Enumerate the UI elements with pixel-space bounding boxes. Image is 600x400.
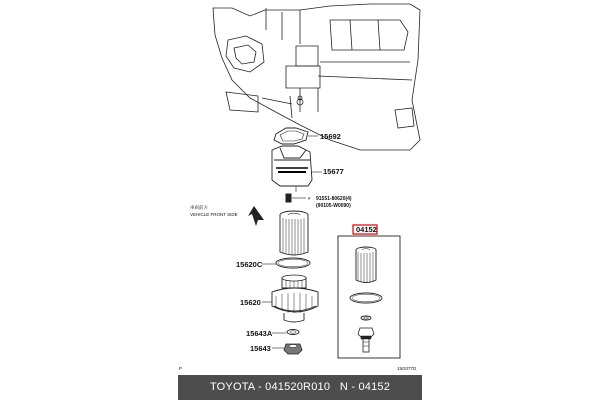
caption-part-number: 041520R010 xyxy=(265,381,331,393)
label-15620: 15620 xyxy=(240,298,261,307)
filter-element-15620c xyxy=(280,211,308,255)
direction-label-en: VEHICLE FRONT SIDE xyxy=(190,212,238,217)
label-04152: 04152 xyxy=(356,225,377,234)
drain-gasket-15643a xyxy=(272,330,299,335)
label-15620c: 15620C xyxy=(236,260,263,269)
direction-arrow xyxy=(248,206,264,226)
caption-separator-1: - xyxy=(254,381,266,393)
filter-cap-15677 xyxy=(272,146,322,192)
kit-small-gasket xyxy=(361,316,371,320)
drawing-code: 15G077D xyxy=(397,366,417,371)
part-caption-bar xyxy=(178,375,422,400)
label-bolt-sym: # xyxy=(308,196,311,201)
direction-label-jp: 車両前方 xyxy=(190,205,208,210)
drain-plug-15643 xyxy=(272,344,302,354)
caption-separator-2: N - xyxy=(330,381,359,393)
caption-code: 04152 xyxy=(358,381,391,393)
label-15692: 15692 xyxy=(320,132,341,141)
engine-block xyxy=(213,4,420,150)
bolt-91551 xyxy=(286,194,306,202)
corner-label-p: P xyxy=(179,366,183,371)
caption-brand: TOYOTA xyxy=(209,381,255,393)
kit-filter-element xyxy=(356,247,376,283)
kit-o-ring xyxy=(350,293,382,303)
o-ring-15620c xyxy=(262,258,310,268)
label-15643a: 15643A xyxy=(246,329,273,338)
label-15643: 15643 xyxy=(250,344,271,353)
label-bolt-alt: (90105-W0090) xyxy=(316,203,351,209)
label-bolt-number: 91551-80620(4) xyxy=(316,196,352,202)
label-15677: 15677 xyxy=(323,167,344,176)
oil-filter-case-15620 xyxy=(262,275,318,322)
kit-drain-plug xyxy=(358,328,374,352)
